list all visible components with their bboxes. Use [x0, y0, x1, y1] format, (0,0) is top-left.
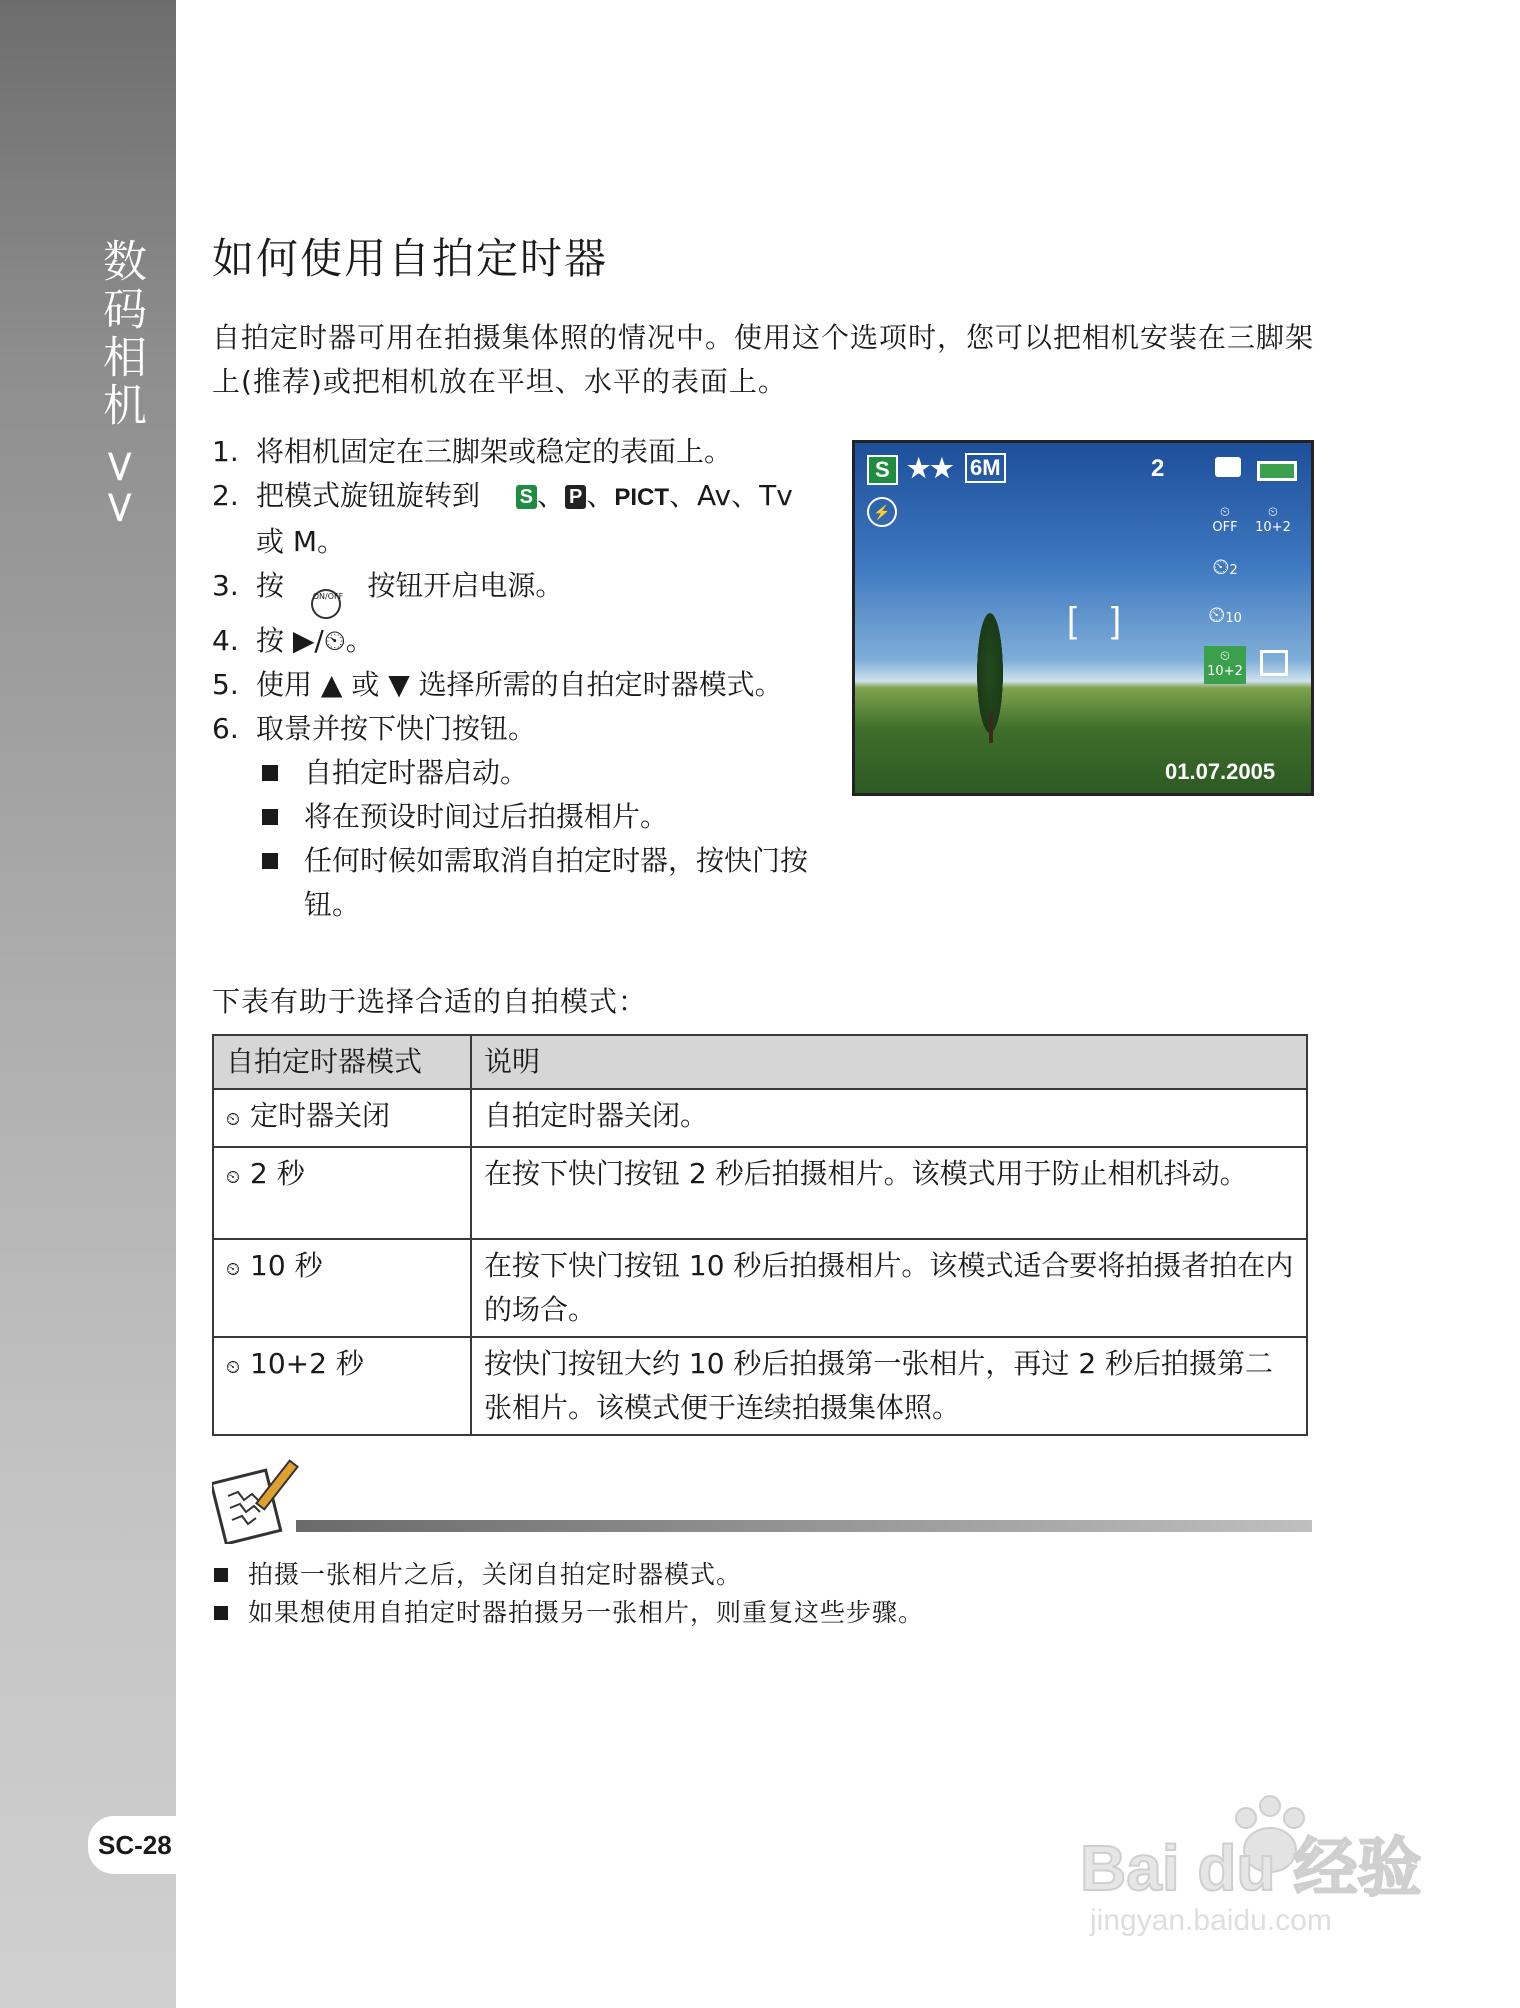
step-text-post: 、Av、Tv 或 M。 [256, 479, 793, 558]
page-number: SC-28 [88, 1816, 188, 1874]
desc-cell: 在按下快门按钮 10 秒后拍摄相片。该模式适合要将拍摄者拍在内的场合。 [471, 1239, 1307, 1337]
table-header-desc: 说明 [471, 1035, 1307, 1089]
table-caption: 下表有助于选择合适的自拍模式： [212, 985, 648, 1018]
step-text-post: 按钮开启电源。 [367, 569, 564, 602]
note-divider-bar [296, 1520, 1312, 1532]
step-text [256, 474, 812, 564]
table-header-mode: 自拍定时器模式 [213, 1035, 471, 1089]
note-text: 拍摄一张相片之后，关闭自拍定时器模式。 [248, 1560, 743, 1589]
bullet-text: 将在预设时间过后拍摄相片。 [304, 800, 669, 833]
bullet-text: 任何时候如需取消自拍定时器，按快门按钮。 [304, 844, 809, 921]
note-text: 如果想使用自拍定时器拍摄另一张相片，则重复这些步骤。 [248, 1598, 925, 1627]
step-text: 按 ▶/⏲。 [256, 624, 374, 657]
mode-s-icon: S [516, 485, 537, 509]
lcd-timer-10-2-icon: ⏲ 10+2 [1255, 505, 1291, 535]
lcd-timer-label: OFF [1212, 520, 1238, 535]
mode-label: 10+2 秒 [250, 1347, 364, 1380]
lcd-mode-icon: S [867, 455, 898, 485]
step-bullet [212, 751, 812, 795]
sidebar [0, 0, 176, 2008]
bullet-square-icon [214, 1606, 228, 1620]
separator: 、 [536, 479, 565, 512]
step-number: 5. [212, 668, 239, 701]
watermark-brand: Bai du 经验 [1080, 1832, 1422, 1904]
step-text: 将相机固定在三脚架或稳定的表面上。 [256, 435, 733, 468]
notepad-pencil-icon [212, 1452, 304, 1544]
lcd-timer-label: 10 [1225, 611, 1242, 626]
desc-cell: 在按下快门按钮 2 秒后拍摄相片。该模式用于防止相机抖动。 [471, 1147, 1307, 1239]
camera-lcd-screen [852, 440, 1314, 796]
desc-cell: 自拍定时器关闭。 [471, 1089, 1307, 1147]
table-header-row [213, 1035, 1307, 1089]
step-5 [212, 663, 812, 707]
step-number: 4. [212, 624, 239, 657]
lcd-timer-label: 10+2 [1207, 664, 1243, 679]
step-2 [212, 474, 812, 564]
timer-2-icon: ⏲ [226, 1167, 241, 1188]
mode-cell [213, 1089, 471, 1147]
tree-trunk [989, 713, 993, 743]
lcd-quality-stars-icon: ★★ [907, 453, 954, 483]
timer-off-icon: ⏲ [226, 1109, 241, 1130]
note-item [212, 1556, 924, 1594]
step-text: 取景并按下快门按钮。 [256, 712, 537, 745]
bullet-text: 自拍定时器启动。 [304, 756, 529, 789]
lcd-timer-2-icon: ⏲2 [1212, 555, 1238, 580]
mode-p-icon: P [565, 485, 586, 509]
sidebar-title: 数码相机 >> [95, 238, 146, 530]
note-item [212, 1594, 924, 1632]
mode-label: 2 秒 [250, 1157, 305, 1190]
mode-cell [213, 1337, 471, 1435]
mode-cell [213, 1147, 471, 1239]
step-bullet [212, 839, 812, 927]
desc-cell: 按快门按钮大约 10 秒后拍摄第一张相片，再过 2 秒后拍摄第二张相片。该模式便于连续拍摄集体照。 [471, 1337, 1307, 1435]
step-4 [212, 619, 812, 663]
step-number: 3. [212, 569, 239, 602]
step-number: 1. [212, 435, 239, 468]
mode-pict-label: PICT [614, 484, 670, 511]
notes-list [212, 1556, 924, 1632]
watermark-url: jingyan.baidu.com [1090, 1904, 1332, 1937]
lcd-shots-left: 2 [1151, 455, 1165, 482]
step-3 [212, 564, 812, 619]
lcd-resolution-icon: 6M [965, 453, 1006, 483]
step-text-pre: 把模式旋钮旋转到 [256, 479, 481, 512]
mode-label: 10 秒 [250, 1249, 323, 1282]
self-timer-table [212, 1034, 1308, 1436]
table-row [213, 1239, 1307, 1337]
lcd-focus-bracket: [ ] [1067, 599, 1134, 640]
step-text [256, 564, 563, 619]
step-bullet [212, 795, 812, 839]
table-row [213, 1147, 1307, 1239]
lcd-timer-10-icon: ⏲10 [1208, 603, 1242, 628]
lcd-camera-icon [1215, 457, 1241, 477]
mode-cell [213, 1239, 471, 1337]
steps-list [212, 430, 812, 927]
intro-paragraph: 自拍定时器可用在拍摄集体照的情况中。使用这个选项时，您可以把相机安装在三脚架上(推荐)或把相机放在平坦、水平的表面上。 [212, 321, 1315, 398]
bullet-square-icon [262, 853, 278, 869]
baidu-jingyan-watermark-logo [1080, 1780, 1500, 1940]
bullet-square-icon [262, 765, 278, 781]
mode-label: 定时器关闭 [250, 1099, 391, 1132]
lcd-single-shot-icon [1260, 650, 1288, 676]
separator: 、 [586, 479, 615, 512]
step-6 [212, 707, 812, 751]
lcd-timer-off-icon: ⏲ OFF [1212, 505, 1238, 535]
lcd-flash-off-icon: ⚡ [867, 497, 897, 527]
step-text-pre: 按 [256, 569, 285, 602]
bullet-square-icon [262, 809, 278, 825]
bullet-square-icon [214, 1568, 228, 1582]
step-1 [212, 430, 812, 474]
step-number: 6. [212, 712, 239, 745]
page-title: 如何使用自拍定时器 [212, 234, 609, 283]
lcd-timer-label: 10+2 [1255, 520, 1291, 535]
table-row [213, 1337, 1307, 1435]
step-number: 2. [212, 479, 239, 512]
lcd-date: 01.07.2005 [1165, 759, 1276, 784]
lcd-battery-icon [1257, 461, 1297, 481]
lcd-timer-label: 2 [1229, 563, 1238, 578]
timer-10-icon: ⏲ [226, 1259, 241, 1280]
power-button-icon: ON/OFF [311, 589, 341, 619]
lcd-timer-10-2-selected-icon: ⏲ 10+2 [1207, 649, 1243, 679]
timer-10-2-icon: ⏲ [226, 1357, 241, 1378]
table-row [213, 1089, 1307, 1147]
step-text: 使用 ▲ 或 ▼ 选择所需的自拍定时器模式。 [256, 668, 783, 701]
